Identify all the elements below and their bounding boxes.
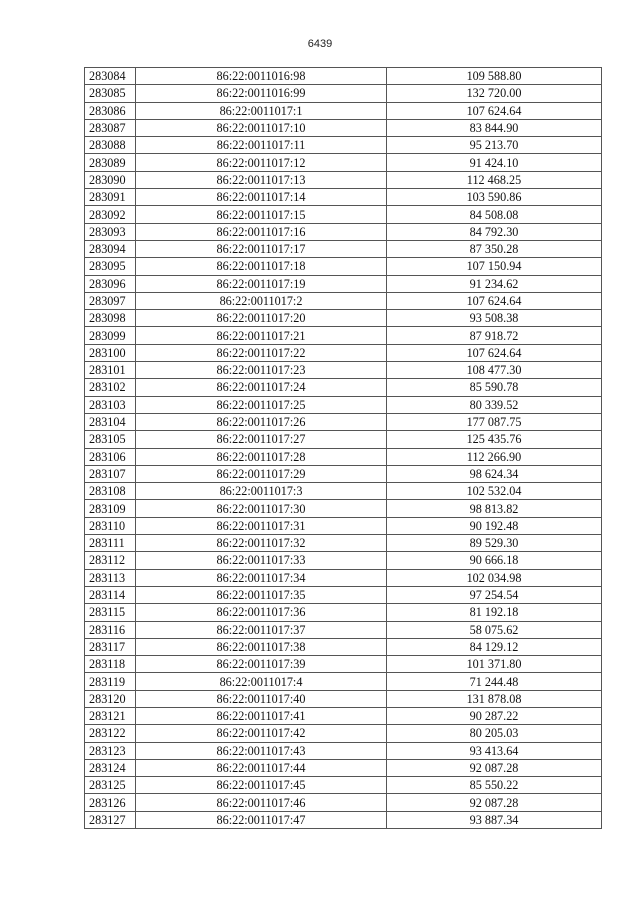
cadastral-value-cell: 84 792.30 [387, 223, 602, 240]
table-row [85, 68, 602, 85]
cadastral-value-cell: 95 213.70 [387, 137, 602, 154]
table-row [85, 656, 602, 673]
cadastral-number-cell: 86:22:0011017:32 [136, 535, 387, 552]
table-row [85, 362, 602, 379]
row-number-cell: 283097 [85, 292, 136, 309]
cadastral-number-cell: 86:22:0011017:27 [136, 431, 387, 448]
cadastral-number-cell: 86:22:0011017:26 [136, 413, 387, 430]
row-number-cell: 283121 [85, 707, 136, 724]
cadastral-value-cell: 71 244.48 [387, 673, 602, 690]
row-number-cell: 283099 [85, 327, 136, 344]
row-number-cell: 283090 [85, 171, 136, 188]
row-number-cell: 283104 [85, 413, 136, 430]
table-row [85, 552, 602, 569]
cadastral-number-cell: 86:22:0011017:41 [136, 707, 387, 724]
row-number-cell: 283100 [85, 344, 136, 361]
cadastral-value-cell: 102 532.04 [387, 483, 602, 500]
row-number-cell: 283102 [85, 379, 136, 396]
row-number-cell: 283119 [85, 673, 136, 690]
table-row [85, 275, 602, 292]
cadastral-number-cell: 86:22:0011017:45 [136, 777, 387, 794]
table-row [85, 586, 602, 603]
row-number-cell: 283117 [85, 638, 136, 655]
row-number-cell: 283118 [85, 656, 136, 673]
row-number-cell: 283114 [85, 586, 136, 603]
table-row [85, 292, 602, 309]
cadastral-number-cell: 86:22:0011017:33 [136, 552, 387, 569]
cadastral-number-cell: 86:22:0011017:16 [136, 223, 387, 240]
cadastral-number-cell: 86:22:0011017:34 [136, 569, 387, 586]
cadastral-value-cell: 91 424.10 [387, 154, 602, 171]
cadastral-number-cell: 86:22:0011017:1 [136, 102, 387, 119]
cadastral-value-cell: 92 087.28 [387, 794, 602, 811]
cadastral-value-cell: 80 339.52 [387, 396, 602, 413]
cadastral-number-cell: 86:22:0011017:40 [136, 690, 387, 707]
table-row [85, 690, 602, 707]
cadastral-value-cell: 93 508.38 [387, 310, 602, 327]
table-row [85, 673, 602, 690]
cadastral-value-cell: 107 624.64 [387, 344, 602, 361]
table-row [85, 171, 602, 188]
table-row [85, 154, 602, 171]
cadastral-value-cell: 84 508.08 [387, 206, 602, 223]
cadastral-number-cell: 86:22:0011017:14 [136, 189, 387, 206]
row-number-cell: 283098 [85, 310, 136, 327]
table-row [85, 102, 602, 119]
cadastral-number-cell: 86:22:0011017:21 [136, 327, 387, 344]
cadastral-value-cell: 83 844.90 [387, 119, 602, 136]
cadastral-value-cell: 81 192.18 [387, 604, 602, 621]
table-row [85, 794, 602, 811]
cadastral-value-cell: 90 192.48 [387, 517, 602, 534]
table-row [85, 119, 602, 136]
table-row [85, 500, 602, 517]
cadastral-value-cell: 102 034.98 [387, 569, 602, 586]
cadastral-value-cell: 112 468.25 [387, 171, 602, 188]
table-row [85, 569, 602, 586]
cadastral-number-cell: 86:22:0011017:31 [136, 517, 387, 534]
row-number-cell: 283105 [85, 431, 136, 448]
cadastral-value-cell: 90 287.22 [387, 707, 602, 724]
cadastral-number-cell: 86:22:0011017:18 [136, 258, 387, 275]
page-number: 6439 [307, 38, 333, 50]
row-number-cell: 283125 [85, 777, 136, 794]
row-number-cell: 283109 [85, 500, 136, 517]
row-number-cell: 283093 [85, 223, 136, 240]
cadastral-number-cell: 86:22:0011017:23 [136, 362, 387, 379]
cadastral-number-cell: 86:22:0011017:4 [136, 673, 387, 690]
table-row [85, 431, 602, 448]
table-row [85, 742, 602, 759]
row-number-cell: 283084 [85, 68, 136, 85]
cadastral-value-cell: 98 624.34 [387, 465, 602, 482]
cadastral-value-cell: 108 477.30 [387, 362, 602, 379]
cadastral-number-cell: 86:22:0011017:30 [136, 500, 387, 517]
cadastral-value-table [84, 67, 602, 829]
cadastral-value-cell: 91 234.62 [387, 275, 602, 292]
row-number-cell: 283127 [85, 811, 136, 828]
cadastral-value-cell: 107 624.64 [387, 102, 602, 119]
cadastral-number-cell: 86:22:0011017:15 [136, 206, 387, 223]
table-row [85, 777, 602, 794]
table-row [85, 725, 602, 742]
row-number-cell: 283094 [85, 240, 136, 257]
table-row [85, 465, 602, 482]
table-row [85, 604, 602, 621]
cadastral-value-cell: 90 666.18 [387, 552, 602, 569]
cadastral-value-cell: 97 254.54 [387, 586, 602, 603]
table-row [85, 85, 602, 102]
cadastral-number-cell: 86:22:0011017:13 [136, 171, 387, 188]
cadastral-value-cell: 125 435.76 [387, 431, 602, 448]
cadastral-number-cell: 86:22:0011017:28 [136, 448, 387, 465]
table-row [85, 396, 602, 413]
row-number-cell: 283087 [85, 119, 136, 136]
table-row [85, 707, 602, 724]
cadastral-value-cell: 84 129.12 [387, 638, 602, 655]
cadastral-number-cell: 86:22:0011017:46 [136, 794, 387, 811]
cadastral-value-cell: 107 624.64 [387, 292, 602, 309]
row-number-cell: 283111 [85, 535, 136, 552]
cadastral-number-cell: 86:22:0011017:47 [136, 811, 387, 828]
row-number-cell: 283126 [85, 794, 136, 811]
cadastral-number-cell: 86:22:0011017:19 [136, 275, 387, 292]
table-row [85, 517, 602, 534]
cadastral-value-cell: 132 720.00 [387, 85, 602, 102]
cadastral-value-cell: 92 087.28 [387, 759, 602, 776]
cadastral-value-cell: 98 813.82 [387, 500, 602, 517]
row-number-cell: 283122 [85, 725, 136, 742]
row-number-cell: 283092 [85, 206, 136, 223]
row-number-cell: 283106 [85, 448, 136, 465]
row-number-cell: 283088 [85, 137, 136, 154]
cadastral-number-cell: 86:22:0011017:17 [136, 240, 387, 257]
cadastral-value-cell: 85 550.22 [387, 777, 602, 794]
cadastral-value-cell: 58 075.62 [387, 621, 602, 638]
row-number-cell: 283110 [85, 517, 136, 534]
cadastral-value-cell: 87 350.28 [387, 240, 602, 257]
table-row [85, 189, 602, 206]
cadastral-number-cell: 86:22:0011017:20 [136, 310, 387, 327]
table-row [85, 240, 602, 257]
cadastral-number-cell: 86:22:0011016:98 [136, 68, 387, 85]
table-row [85, 310, 602, 327]
row-number-cell: 283113 [85, 569, 136, 586]
table-row [85, 759, 602, 776]
cadastral-number-cell: 86:22:0011017:37 [136, 621, 387, 638]
cadastral-value-cell: 85 590.78 [387, 379, 602, 396]
row-number-cell: 283108 [85, 483, 136, 500]
table-row [85, 413, 602, 430]
cadastral-number-cell: 86:22:0011017:35 [136, 586, 387, 603]
cadastral-number-cell: 86:22:0011017:42 [136, 725, 387, 742]
table-row [85, 137, 602, 154]
row-number-cell: 283115 [85, 604, 136, 621]
cadastral-number-cell: 86:22:0011017:38 [136, 638, 387, 655]
row-number-cell: 283101 [85, 362, 136, 379]
row-number-cell: 283123 [85, 742, 136, 759]
cadastral-value-cell: 101 371.80 [387, 656, 602, 673]
cadastral-value-cell: 107 150.94 [387, 258, 602, 275]
table-row [85, 535, 602, 552]
cadastral-value-cell: 112 266.90 [387, 448, 602, 465]
cadastral-number-cell: 86:22:0011017:22 [136, 344, 387, 361]
cadastral-number-cell: 86:22:0011017:25 [136, 396, 387, 413]
cadastral-number-cell: 86:22:0011017:43 [136, 742, 387, 759]
row-number-cell: 283116 [85, 621, 136, 638]
row-number-cell: 283107 [85, 465, 136, 482]
table-row [85, 206, 602, 223]
row-number-cell: 283085 [85, 85, 136, 102]
cadastral-value-cell: 87 918.72 [387, 327, 602, 344]
cadastral-value-cell: 103 590.86 [387, 189, 602, 206]
cadastral-number-cell: 86:22:0011017:10 [136, 119, 387, 136]
cadastral-value-cell: 89 529.30 [387, 535, 602, 552]
row-number-cell: 283086 [85, 102, 136, 119]
row-number-cell: 283112 [85, 552, 136, 569]
row-number-cell: 283096 [85, 275, 136, 292]
cadastral-number-cell: 86:22:0011017:44 [136, 759, 387, 776]
row-number-cell: 283089 [85, 154, 136, 171]
cadastral-number-cell: 86:22:0011017:2 [136, 292, 387, 309]
table-row [85, 811, 602, 828]
cadastral-number-cell: 86:22:0011017:3 [136, 483, 387, 500]
cadastral-number-cell: 86:22:0011017:11 [136, 137, 387, 154]
row-number-cell: 283095 [85, 258, 136, 275]
cadastral-value-cell: 80 205.03 [387, 725, 602, 742]
row-number-cell: 283103 [85, 396, 136, 413]
cadastral-value-cell: 109 588.80 [387, 68, 602, 85]
table-row [85, 327, 602, 344]
table-row [85, 621, 602, 638]
cadastral-number-cell: 86:22:0011017:12 [136, 154, 387, 171]
table-row [85, 379, 602, 396]
cadastral-number-cell: 86:22:0011017:36 [136, 604, 387, 621]
row-number-cell: 283120 [85, 690, 136, 707]
row-number-cell: 283124 [85, 759, 136, 776]
cadastral-number-cell: 86:22:0011017:39 [136, 656, 387, 673]
cadastral-number-cell: 86:22:0011017:24 [136, 379, 387, 396]
table-body [85, 68, 602, 829]
table-row [85, 638, 602, 655]
table-row [85, 223, 602, 240]
table-row [85, 258, 602, 275]
row-number-cell: 283091 [85, 189, 136, 206]
table-row [85, 448, 602, 465]
cadastral-value-cell: 177 087.75 [387, 413, 602, 430]
cadastral-value-cell: 131 878.08 [387, 690, 602, 707]
cadastral-number-cell: 86:22:0011017:29 [136, 465, 387, 482]
table-row [85, 483, 602, 500]
cadastral-number-cell: 86:22:0011016:99 [136, 85, 387, 102]
cadastral-value-cell: 93 413.64 [387, 742, 602, 759]
table-row [85, 344, 602, 361]
cadastral-value-cell: 93 887.34 [387, 811, 602, 828]
